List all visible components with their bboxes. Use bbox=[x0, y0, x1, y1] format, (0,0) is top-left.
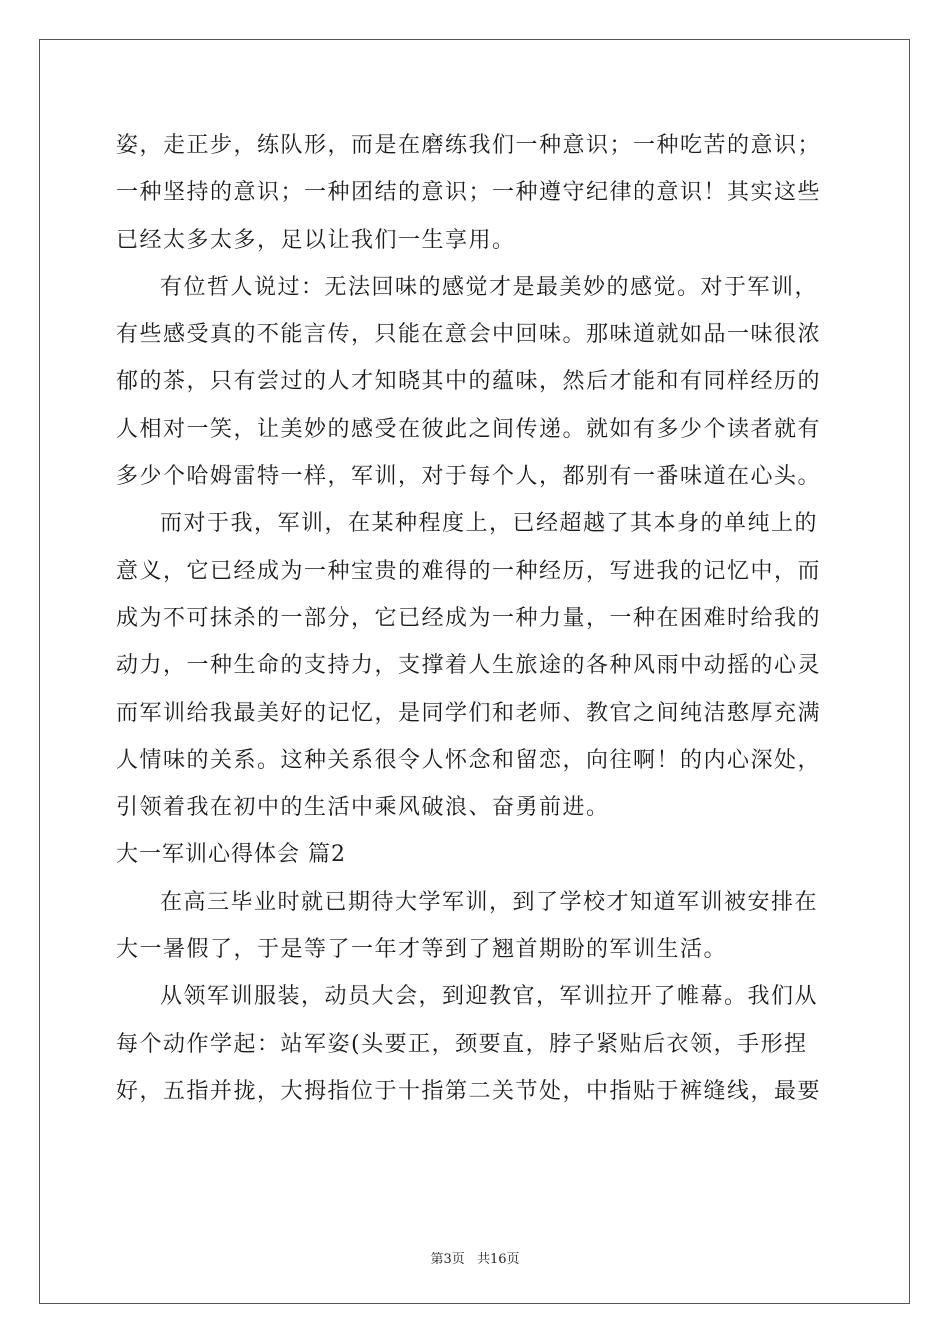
text-line: 多少个哈姆雷特一样，军训，对于每个人，都别有一番味道在心头。 bbox=[116, 464, 822, 490]
text-line: 姿，走正步，练队形，而是在磨练我们一种意识；一种吃苦的意识； bbox=[116, 133, 822, 158]
text-line: 有些感受真的不能言传，只能在意会中回味。那味道就如品一味很浓 bbox=[116, 322, 822, 348]
text-line: 动力，一种生命的支持力，支撑着人生旅途的各种风雨中动摇的心灵 bbox=[116, 653, 822, 679]
text-line: 好，五指并拢，大拇指位于十指第二关节处，中指贴于裤缝线，最要 bbox=[116, 1078, 822, 1104]
text-line: 引领着我在初中的生活中乘风破浪、奋勇前进。 bbox=[116, 795, 610, 821]
text-line: 人相对一笑，让美妙的感受在彼此之间传递。就如有多少个读者就有 bbox=[116, 416, 822, 442]
text-line: 大一暑假了，于是等了一年才等到了翘首期盼的军训生活。 bbox=[116, 937, 728, 963]
paragraph-start-line: 在高三毕业时就已期待大学军训，到了学校才知道军训被安排在 bbox=[160, 889, 819, 915]
text-line: 意义，它已经成为一种宝贵的难得的一种经历，写进我的记忆中，而 bbox=[116, 558, 822, 584]
text-line: 已经太多太多，足以让我们一生享用。 bbox=[116, 227, 516, 253]
paragraph-start-line: 从领军训服装，动员大会，到迎教官，军训拉开了帷幕。我们从 bbox=[160, 984, 819, 1010]
paragraph-start-line: 而对于我，军训，在某种程度上，已经超越了其本身的单纯上的 bbox=[160, 511, 819, 537]
text-line: 每个动作学起：站军姿(头要正，颈要直，脖子紧贴后衣领，手形捏 bbox=[116, 1031, 808, 1057]
page-footer bbox=[0, 1248, 950, 1267]
document-body bbox=[116, 122, 836, 1115]
text-line: 郁的茶，只有尝过的人才知晓其中的蕴味，然后才能和有同样经历的 bbox=[116, 369, 822, 395]
page-number: 第3页 bbox=[430, 1252, 465, 1267]
text-line: 人情味的关系。这种关系很令人怀念和留恋，向往啊！的内心深处， bbox=[116, 747, 822, 773]
text-line: 而军训给我最美好的记忆，是同学们和老师、教官之间纯洁憨厚充满 bbox=[116, 700, 822, 726]
text-line: 成为不可抹杀的一部分，它已经成为一种力量，一种在困难时给我的 bbox=[116, 605, 822, 631]
text-line: 一种坚持的意识；一种团结的意识；一种遵守纪律的意识！其实这些 bbox=[116, 180, 822, 206]
section-heading: 大一军训心得体会 篇2 bbox=[116, 842, 346, 868]
page-total: 共16页 bbox=[476, 1252, 520, 1267]
paragraph-start-line: 有位哲人说过：无法回味的感觉才是最美妙的感觉。对于军训， bbox=[160, 274, 819, 300]
